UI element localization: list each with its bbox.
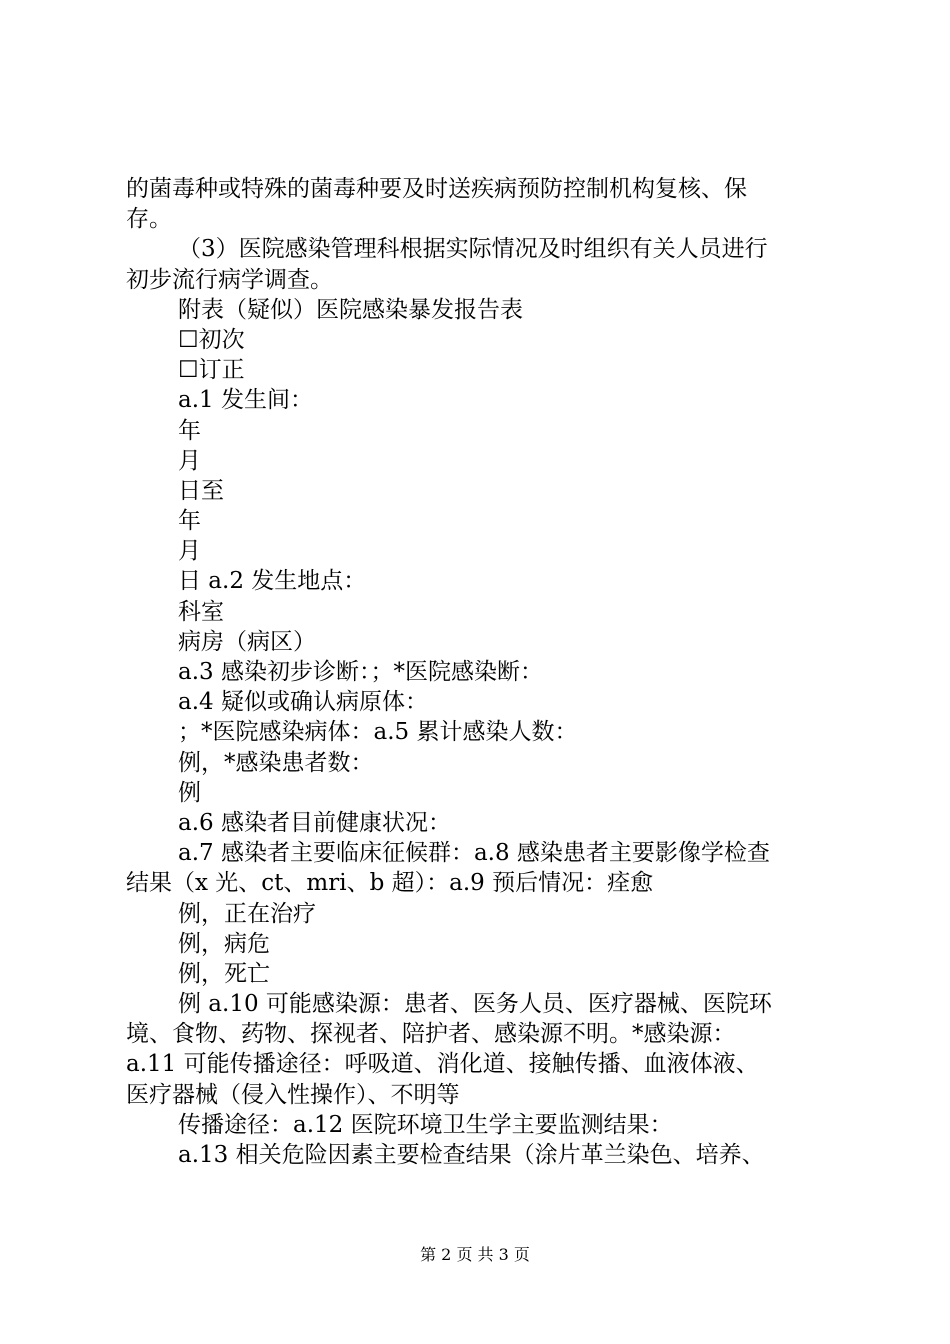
text-line: 附表（疑似）医院感染暴发报告表	[178, 296, 523, 323]
text-line: 例，正在治疗	[178, 900, 316, 927]
text-line: 科室	[178, 598, 224, 625]
page-footer: 第 2 页 共 3 页	[420, 1245, 530, 1264]
text-line: 境、食物、药物、探视者、陪护者、感染源不明。*感染源：	[126, 1021, 736, 1048]
text-line: a.1 发生间：	[178, 387, 313, 414]
text-line: 月	[178, 447, 201, 474]
text-line: 例，*感染患者数：	[178, 749, 374, 776]
text-line: 日至	[178, 477, 224, 504]
text-line: a.3 感染初步诊断：；*医院感染断：	[178, 659, 543, 685]
text-line: ☐订正	[178, 357, 245, 384]
text-line: 的菌毒种或特殊的菌毒种要及时送疾病预防控制机构复核、保	[126, 176, 747, 202]
text-line: 月	[178, 538, 201, 565]
text-line: 年	[178, 508, 201, 535]
text-line: 传播途径：a.12 医院环境卫生学主要监测结果：	[178, 1111, 673, 1138]
text-line: 例，病危	[178, 930, 270, 957]
text-line: 初步流行病学调查。	[126, 266, 333, 293]
text-line: 日 a.2 发生地点：	[178, 568, 367, 595]
text-line: 例，死亡	[178, 960, 270, 987]
text-line: ；*医院感染病体：a.5 累计感染人数：	[178, 719, 578, 746]
text-line: ☐初次	[178, 326, 245, 353]
text-line: 例 a.10 可能感染源：患者、医务人员、医疗器械、医院环	[178, 991, 772, 1018]
text-line: 例	[178, 779, 201, 806]
text-line: a.4 疑似或确认病原体：	[178, 689, 428, 716]
text-line: a.6 感染者目前健康状况：	[178, 809, 451, 836]
text-line: 存。	[126, 206, 172, 233]
text-line: 年	[178, 417, 201, 444]
text-line: 结果（x 光、ct、mri、b 超）：a.9 预后情况：痊愈	[126, 870, 654, 897]
text-line: a.11 可能传播途径：呼吸道、消化道、接触传播、血液体液、	[126, 1051, 759, 1078]
text-line: 病房（病区）	[178, 628, 316, 655]
text-line: 医疗器械（侵入性操作）、不明等	[126, 1081, 460, 1108]
document-body	[126, 174, 834, 1170]
text-line: a.13 相关危险因素主要检查结果（涂片革兰染色、培养、	[178, 1142, 765, 1168]
text-line: a.7 感染者主要临床征候群：a.8 感染患者主要影像学检查	[178, 840, 770, 867]
text-line: （3）医院感染管理科根据实际情况及时组织有关人员进行	[178, 236, 768, 263]
